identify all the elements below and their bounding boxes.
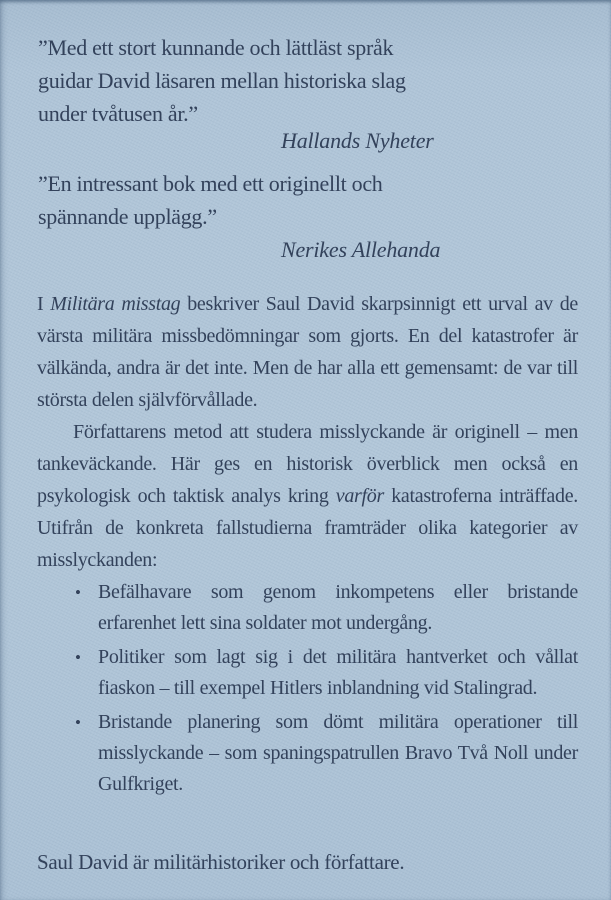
quote-line: guidar David läsaren mellan historiska slag (38, 68, 406, 93)
bullet-icon: • (75, 713, 81, 732)
text-run: Författarens metod att studera misslyckande är originell – men tankeväckande. Här ges en historisk överblick men också en psykologisk och taktisk analys kring (37, 421, 578, 507)
list-item (75, 642, 578, 704)
text-run: I (37, 293, 51, 315)
bullet-icon: • (75, 583, 81, 602)
italic-text: Militära misstag (50, 293, 181, 315)
italic-text: varför (335, 485, 384, 507)
list-item-text: Politiker som lagt sig i det militära hantverket och vållat fiaskon – till exempel Hitlers inblandning vid Stalingrad. (98, 646, 578, 699)
review-source-2: Nerikes Allehanda (281, 237, 441, 262)
paragraph (37, 416, 578, 576)
list-item (75, 707, 578, 800)
review-source-1: Hallands Nyheter (281, 128, 434, 153)
book-description (37, 288, 578, 576)
quote-line: spännande upplägg.” (38, 204, 217, 229)
author-note: Saul David är militärhistoriker och författare. (37, 850, 405, 874)
list-item-text: Bristande planering som dömt militära operationer till misslyckande – som spaningspatrullen Bravo Två Noll under Gulfkriget. (98, 711, 578, 795)
paragraph (37, 288, 578, 416)
list-item-text: Befälhavare som genom inkompetens eller bristande erfarenhet lett sina soldater mot undergång. (98, 581, 578, 634)
text-run: katastroferna inträffade. Utifrån de konkreta fallstudierna framträder olika kategorier av misslyckanden: (37, 485, 578, 571)
review-quote-2 (38, 167, 581, 233)
failure-categories-list (75, 577, 578, 800)
bullet-icon: • (75, 648, 81, 667)
list-item (75, 577, 578, 639)
quote-line: under tvåtusen år.” (38, 101, 198, 126)
review-quote-1 (38, 31, 581, 130)
text-run: beskriver Saul David skarpsinnigt ett urval av de värsta militära missbedömningar som gjorts. En del katastrofer är välkända, andra är det inte. Men de har alla ett gemensamt: de var till största delen självförvållade. (37, 293, 578, 411)
quote-line: ”En intressant bok med ett originellt och (38, 171, 383, 196)
quote-line: ”Med ett stort kunnande och lättläst språk (38, 35, 394, 60)
